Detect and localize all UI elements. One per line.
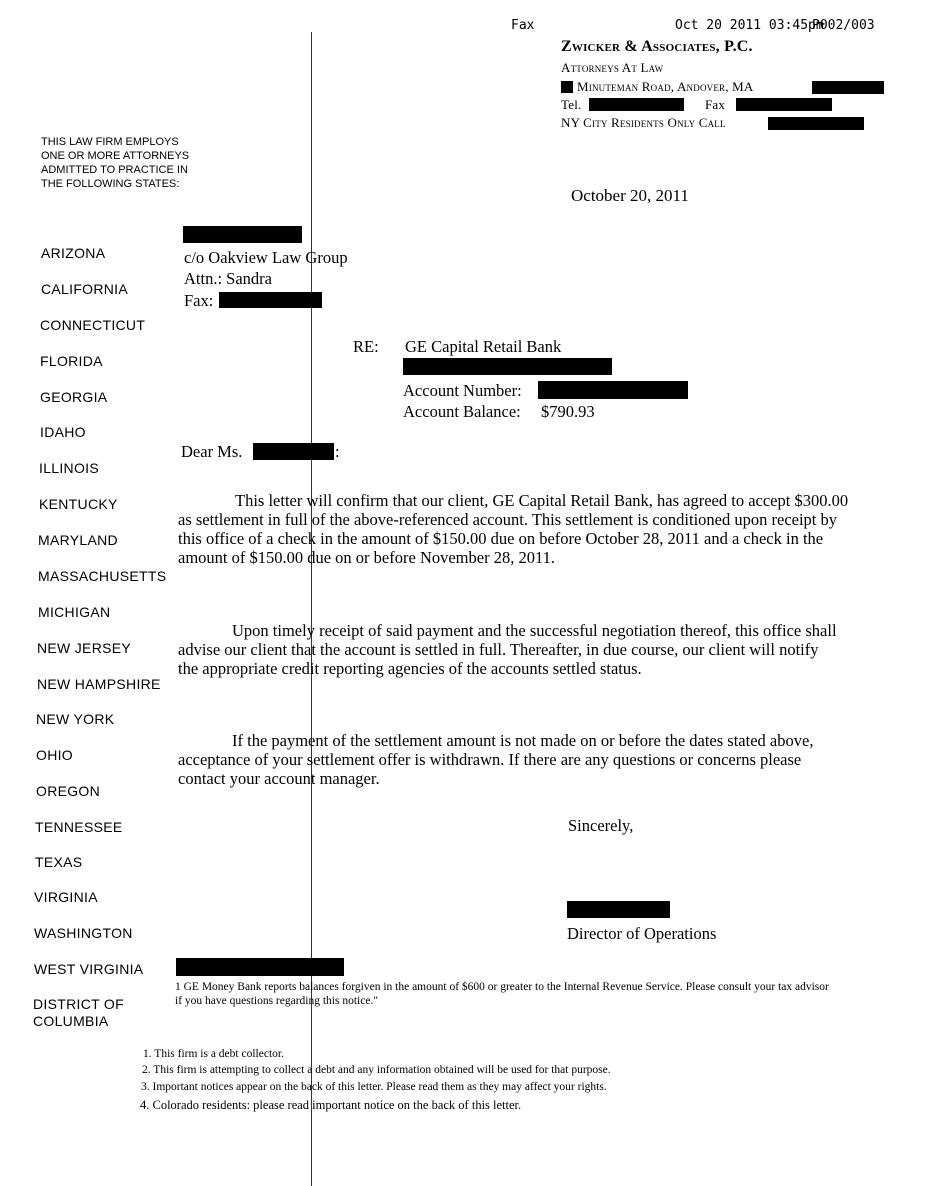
state-item: WASHINGTON — [34, 925, 133, 941]
notice-1: 1. This firm is a debt collector. — [143, 1048, 284, 1060]
firm-subtitle: Attorneys At Law — [561, 60, 664, 75]
paragraph-2 — [178, 621, 838, 678]
state-item: MICHIGAN — [38, 604, 111, 620]
state-item: CALIFORNIA — [41, 281, 129, 297]
recipient-co: c/o Oakview Law Group — [184, 248, 348, 267]
firm-tel-label: Tel. — [561, 97, 582, 112]
tax-footnote: 1 GE Money Bank reports balances forgiven in the amount of $600 or greater to the Internal Revenue Service. Please consult your tax advisor if you have questions regarding this notice." — [175, 981, 829, 1007]
state-item: GEORGIA — [40, 389, 108, 405]
redaction-tel — [589, 98, 684, 111]
signer-title: Director of Operations — [567, 924, 717, 943]
redaction-footnote-rule — [176, 958, 344, 976]
redaction-account-holder — [403, 358, 612, 375]
state-item: NEW JERSEY — [37, 640, 132, 656]
redaction-recipient-name — [183, 226, 302, 243]
state-item: IDAHO — [40, 424, 86, 440]
fax-date-time: Oct 20 2011 03:45pm — [675, 18, 824, 33]
state-item: VIRGINIA — [34, 889, 98, 905]
paragraph-1 — [178, 491, 858, 567]
paragraph-1-text: This letter will confirm that our client, GE Capital Retail Bank, has agreed to accept $300.00 as settlement in full of the above-referenced account. This settlement is conditioned upon receipt by this office of a check in the amount of $150.00 due on before October 28, 2011 and a check in the amount of $150.00 due on or before November 28, 2011. — [178, 491, 849, 567]
redaction-salutation-name — [253, 443, 334, 460]
re-label: RE: — [353, 337, 379, 356]
fax-scan-line — [311, 32, 312, 1186]
redaction-fax — [736, 98, 832, 111]
redaction-account-number — [538, 381, 688, 399]
salutation-prefix: Dear Ms. — [181, 442, 243, 461]
letter-date: October 20, 2011 — [571, 186, 689, 205]
state-item: ARIZONA — [41, 245, 106, 261]
closing: Sincerely, — [568, 816, 634, 835]
account-number-label: Account Number: — [403, 381, 522, 400]
state-item: MASSACHUSETTS — [38, 568, 167, 584]
state-item: DISTRICT OF COLUMBIA — [33, 996, 124, 1029]
notice-4: 4. Colorado residents: please read important notice on the back of this letter. — [140, 1098, 522, 1112]
state-item: TENNESSEE — [35, 819, 123, 835]
redaction-ny-phone — [768, 117, 864, 130]
state-item: MARYLAND — [38, 532, 118, 548]
re-creditor: GE Capital Retail Bank — [405, 337, 562, 356]
firm-address: Minuteman Road, Andover, MA — [577, 79, 754, 94]
recipient-attn: Attn.: Sandra — [184, 269, 272, 288]
state-item: NEW HAMPSHIRE — [37, 676, 161, 692]
redaction-zip — [812, 81, 884, 94]
state-item: OHIO — [36, 747, 73, 763]
state-item: TEXAS — [35, 854, 83, 870]
paragraph-3 — [178, 731, 838, 788]
paragraph-3-text: If the payment of the settlement amount is not made on or before the dates stated above, acceptance of your settlement offer is withdrawn. If there are any questions or concerns please contact your account manager. — [178, 731, 814, 788]
notice-2: 2. This firm is attempting to collect a debt and any information obtained will be used for that purpose. — [142, 1064, 611, 1076]
state-item: CONNECTICUT — [40, 317, 146, 333]
salutation-suffix: : — [335, 442, 340, 461]
state-item: NEW YORK — [36, 711, 115, 727]
redaction-recipient-fax — [219, 292, 322, 308]
redaction-street-number — [561, 81, 573, 93]
firm-fax-label: Fax — [705, 97, 726, 112]
state-item: OREGON — [36, 783, 101, 799]
firm-ny-line: NY City Residents Only Call — [561, 115, 726, 130]
firm-name: Zwicker & Associates, P.C. — [561, 38, 753, 55]
redaction-signer-name — [567, 901, 670, 918]
recipient-fax-label: Fax: — [184, 291, 214, 310]
account-balance-label: Account Balance: — [403, 402, 521, 421]
state-item: FLORIDA — [40, 353, 103, 369]
state-item: ILLINOIS — [39, 460, 99, 476]
paragraph-2-text: Upon timely receipt of said payment and the successful negotiation thereof, this office shall advise our client that the account is settled in full. Thereafter, in due course, our client will notify the appropriate credit reporting agencies of the accounts settled status. — [178, 621, 837, 678]
account-balance-value: $790.93 — [541, 402, 595, 421]
notice-3: 3. Important notices appear on the back of this letter. Please read them as they may affect your rights. — [141, 1081, 607, 1093]
state-item: KENTUCKY — [39, 496, 118, 512]
fax-page-number: P002/003 — [812, 18, 875, 33]
fax-label: Fax — [511, 18, 535, 33]
state-item: WEST VIRGINIA — [34, 961, 144, 977]
sidebar-note: THIS LAW FIRM EMPLOYS ONE OR MORE ATTORNEYS ADMITTED TO PRACTICE IN THE FOLLOWING STATES: — [41, 136, 190, 190]
